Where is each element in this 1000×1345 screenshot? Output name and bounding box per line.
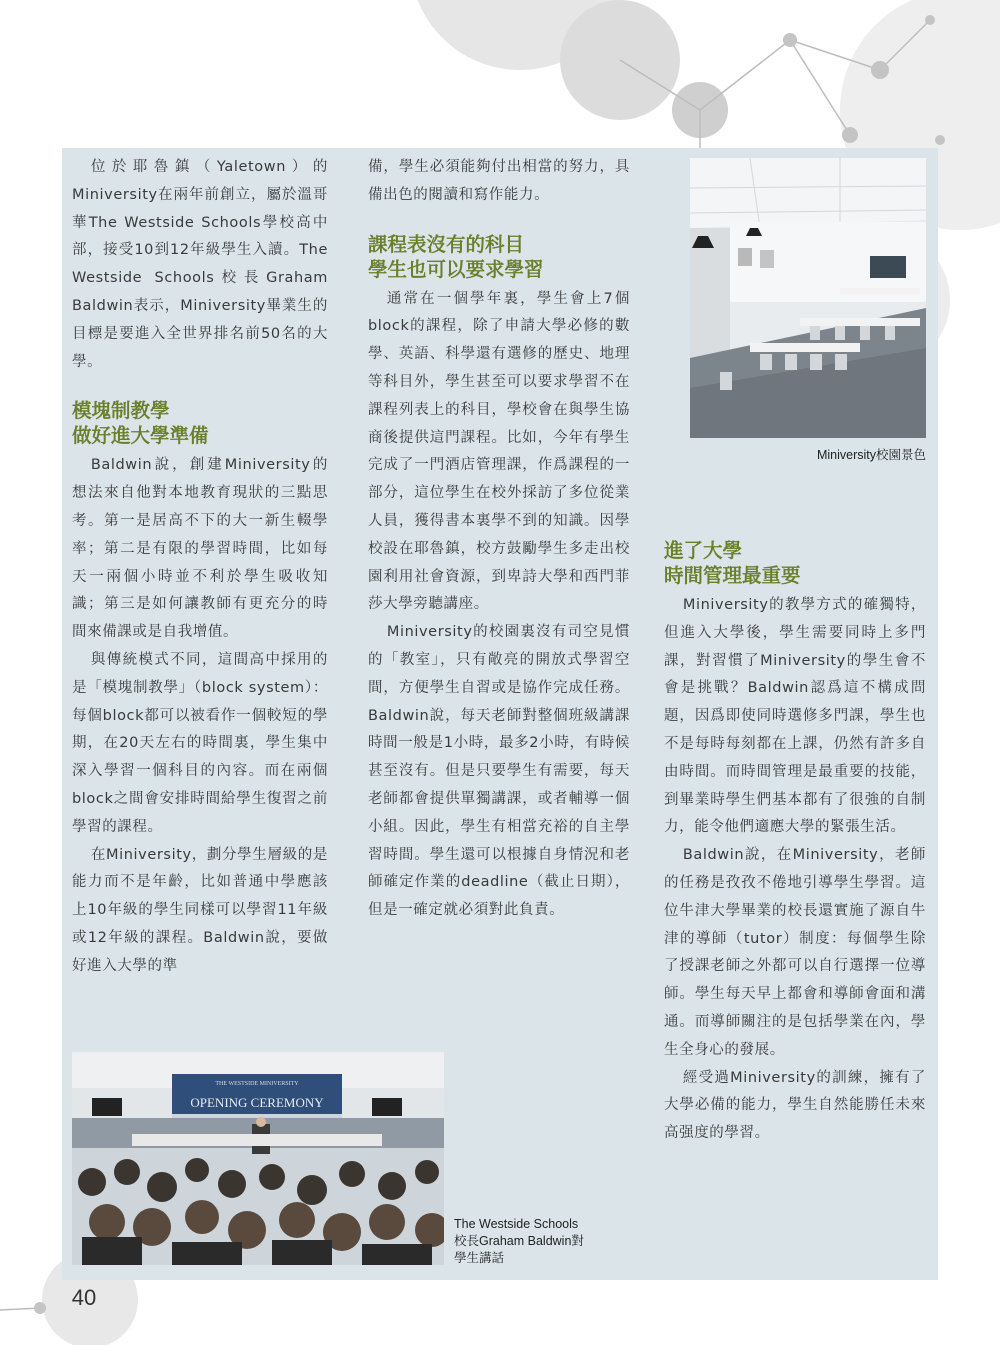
caption-line: The Westside Schools — [454, 1217, 579, 1231]
heading-line: 課程表沒有的科目 — [368, 232, 525, 256]
paragraph: Baldwin說，在Miniversity，老師的任務是孜孜不倦地引導學生學習。這位牛津大學畢業的校長還實施了源自牛津的導師（tutor）制度：每個學生除了授課老師之外都可以自行選擇一位導師。學生每天早上都會和導師會面和溝通。而導師關注的是包括學業在內，學生全身心的發展。 — [664, 847, 926, 1058]
ceremony-photo-caption — [454, 1216, 624, 1267]
paragraph: 通常在一個學年裏，學生會上7個block的課程，除了申請大學必修的數學、英語、科學還有選修的歷史、地理等科目外，學生甚至可以要求學習不在課程列表上的科目，學校會在與學生協商後提供這門課程。比如，今年有學生完成了一門酒店管理課，作爲課程的一部分，這位學生在校外採訪了多位從業人員，獲得書本裏學不到的知識。因學校設在耶魯鎮，校方鼓勵學生多走出校園利用社會資源，到卑詩大學和西門菲莎大學旁聽講座。 — [368, 290, 630, 613]
paragraph: 備，學生必須能夠付出相當的努力，具備出色的閱讀和寫作能力。 — [368, 159, 630, 203]
campus-photo — [690, 158, 926, 438]
banner-text: OPENING CEREMONY — [190, 1095, 324, 1110]
caption-line: 校長Graham Baldwin對 — [454, 1234, 584, 1248]
heading-line: 模塊制教學 — [72, 399, 170, 423]
campus-photo-caption: Miniversity校園景色 — [816, 448, 926, 462]
section-heading — [664, 538, 926, 588]
section-heading — [368, 232, 630, 282]
article-column-2 — [368, 154, 630, 925]
paragraph: Baldwin說，創建Miniversity的想法來自他對本地教育現狀的三點思考。第一是居高不下的大一新生輟學率；第二是有限的學習時間，比如每天一兩個小時並不利於學生吸收知識；第三是如何讓教師有更充分的時間來備課或是自我增值。 — [72, 457, 328, 641]
paragraph: Miniversity的校園裏沒有司空見慣的「教室」，只有敞亮的開放式學習空間，方便學生自習或是協作完成任務。Baldwin說，每天老師對整個班級講課時間一般是1小時，最多2小時，有時候甚至沒有。但是只要學生有需要，每天老師都會提供單獨講課，或者輔導一個小組。因此，學生有相當充裕的自主學習時間。學生還可以根據自身情況和老師確定作業的deadline（截止日期），但是一確定就必須對此負責。 — [368, 624, 630, 919]
banner-small-text: THE WESTSIDE MINIVERSITY — [215, 1081, 299, 1087]
article-column-3 — [664, 538, 926, 1148]
heading-line: 時間管理最重要 — [664, 564, 801, 587]
paragraph: 經受過Miniversity的訓練，擁有了大學必備的能力，學生自然能勝任未來高强度的學習。 — [664, 1069, 926, 1142]
paragraph: Miniversity的教學方式的確獨特，但進入大學後，學生需要同時上多門課，對習慣了Miniversity的學生會不會是挑戰？Baldwin認爲這不構成問題，因爲即使同時選修多門課，學生也不是每時每刻都在上課，仍然有許多自由時間。而時間管理是最重要的技能，到畢業時學生們基本都有了很強的自制力，能令他們適應大學的緊張生活。 — [664, 597, 926, 836]
section-heading — [72, 398, 328, 448]
heading-line: 做好進大學準備 — [72, 424, 209, 448]
caption-line: 學生講話 — [454, 1251, 505, 1265]
heading-line: 學生也可以要求學習 — [368, 257, 544, 281]
paragraph: 與傳統模式不同，這間高中採用的是「模塊制教學」（block system）：每個block都可以被看作一個較短的學期，在20天左右的時間裏，學生集中深入學習一個科目的內容。而在兩個block之間會安排時間給學生復習之前學習的課程。 — [72, 651, 328, 835]
ceremony-photo — [72, 1052, 444, 1265]
heading-line: 進了大學 — [664, 539, 743, 562]
paragraph: 位於耶魯鎮（Yaletown）的Miniversity在兩年前創立，屬於溫哥華The Westside Schools學校高中部，接受10到12年級學生入讀。The Westside Schools校長Graham Baldwin表示，Miniversity畢業生的目標是要進入全世界排名前50名的大學。 — [72, 159, 328, 370]
paragraph: 在Miniversity，劃分學生層級的是能力而不是年齡，比如普通中學應該上10年級的學生同樣可以學習11年級或12年級的課程。Baldwin說，要做好進入大學的準 — [72, 846, 328, 974]
article-column-1 — [72, 154, 328, 981]
page-number: 40 — [71, 1285, 97, 1310]
